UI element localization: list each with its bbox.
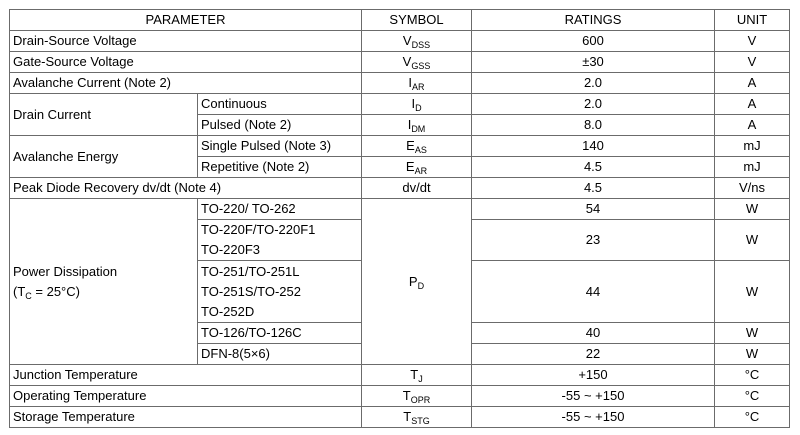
symbol-cell: dv/dt [362, 178, 472, 199]
unit-cell: V [715, 52, 790, 73]
header-row [10, 10, 790, 31]
symbol-cell: $E_{AS}$ [362, 136, 472, 157]
absolute-max-ratings-table [9, 9, 790, 428]
table-row [10, 73, 790, 94]
rating-cell: 23 [472, 220, 715, 261]
header-ratings: RATINGS [472, 10, 715, 31]
unit-cell: V [715, 31, 790, 52]
symbol-cell: $I_{DM}$ [362, 115, 472, 136]
unit-cell: °C [715, 386, 790, 407]
unit-cell: °C [715, 407, 790, 428]
rating-cell: 2.0 [472, 94, 715, 115]
sub-param-cell: Single Pulsed (Note 3) [198, 136, 362, 157]
table-row [10, 407, 790, 428]
table-row [10, 386, 790, 407]
unit-cell: mJ [715, 157, 790, 178]
power-label: Power Dissipation [13, 263, 118, 279]
package-cell: TO-251/TO-251L TO-251S/TO-252 TO-252D [198, 261, 362, 323]
unit-cell: A [715, 115, 790, 136]
table-row [10, 199, 790, 220]
table-row [10, 178, 790, 199]
table-row [10, 52, 790, 73]
table-row [10, 31, 790, 52]
unit-cell: °C [715, 365, 790, 386]
table-row [10, 136, 790, 157]
unit-cell: W [715, 220, 790, 261]
unit-cell: W [715, 261, 790, 323]
rating-cell: 54 [472, 199, 715, 220]
param-cell: Gate-Source Voltage [10, 52, 362, 73]
package-cell: TO-126/TO-126C [198, 323, 362, 344]
param-cell-power [10, 199, 198, 365]
rating-cell: -55 ~ +150 [472, 386, 715, 407]
package-cell: TO-220/ TO-262 [198, 199, 362, 220]
unit-cell: A [715, 94, 790, 115]
package-cell: TO-220F/TO-220F1 TO-220F3 [198, 220, 362, 261]
symbol-cell: $V_{GSS}$ [362, 52, 472, 73]
param-cell: Avalanche Energy [10, 136, 198, 178]
symbol-cell: $V_{DSS}$ [362, 31, 472, 52]
unit-cell: W [715, 344, 790, 365]
rating-cell: 44 [472, 261, 715, 323]
table-row [10, 94, 790, 115]
symbol-cell: $I_{AR}$ [362, 73, 472, 94]
symbol-cell: $T_J$ [362, 365, 472, 386]
sub-param-cell: Continuous [198, 94, 362, 115]
symbol-cell: $P_D$ [362, 199, 472, 365]
symbol-cell: $E_{AR}$ [362, 157, 472, 178]
param-cell: Junction Temperature [10, 365, 362, 386]
unit-cell: W [715, 323, 790, 344]
header-parameter: PARAMETER [10, 10, 362, 31]
rating-cell: 2.0 [472, 73, 715, 94]
param-cell: Avalanche Current (Note 2) [10, 73, 362, 94]
unit-cell: A [715, 73, 790, 94]
header-unit: UNIT [715, 10, 790, 31]
rating-cell: ±30 [472, 52, 715, 73]
rating-cell: 22 [472, 344, 715, 365]
unit-cell: mJ [715, 136, 790, 157]
rating-cell: 40 [472, 323, 715, 344]
param-cell: Peak Diode Recovery dv/dt (Note 4) [10, 178, 362, 199]
param-cell: Drain-Source Voltage [10, 31, 362, 52]
symbol-cell: $T_{STG}$ [362, 407, 472, 428]
unit-cell: V/ns [715, 178, 790, 199]
rating-cell: 140 [472, 136, 715, 157]
symbol-cell: $T_{OPR}$ [362, 386, 472, 407]
unit-cell: W [715, 199, 790, 220]
rating-cell: 4.5 [472, 178, 715, 199]
rating-cell: 600 [472, 31, 715, 52]
table-row [10, 365, 790, 386]
power-condition: $(T_C = 25^\circ C)$ [13, 283, 80, 301]
rating-cell: 8.0 [472, 115, 715, 136]
header-symbol: SYMBOL [362, 10, 472, 31]
package-cell: DFN-8(5×6) [198, 344, 362, 365]
rating-cell: -55 ~ +150 [472, 407, 715, 428]
sub-param-cell: Repetitive (Note 2) [198, 157, 362, 178]
rating-cell: 4.5 [472, 157, 715, 178]
sub-param-cell: Pulsed (Note 2) [198, 115, 362, 136]
param-cell: Operating Temperature [10, 386, 362, 407]
param-cell: Drain Current [10, 94, 198, 136]
rating-cell: +150 [472, 365, 715, 386]
symbol-cell: $I_D$ [362, 94, 472, 115]
param-cell: Storage Temperature [10, 407, 362, 428]
